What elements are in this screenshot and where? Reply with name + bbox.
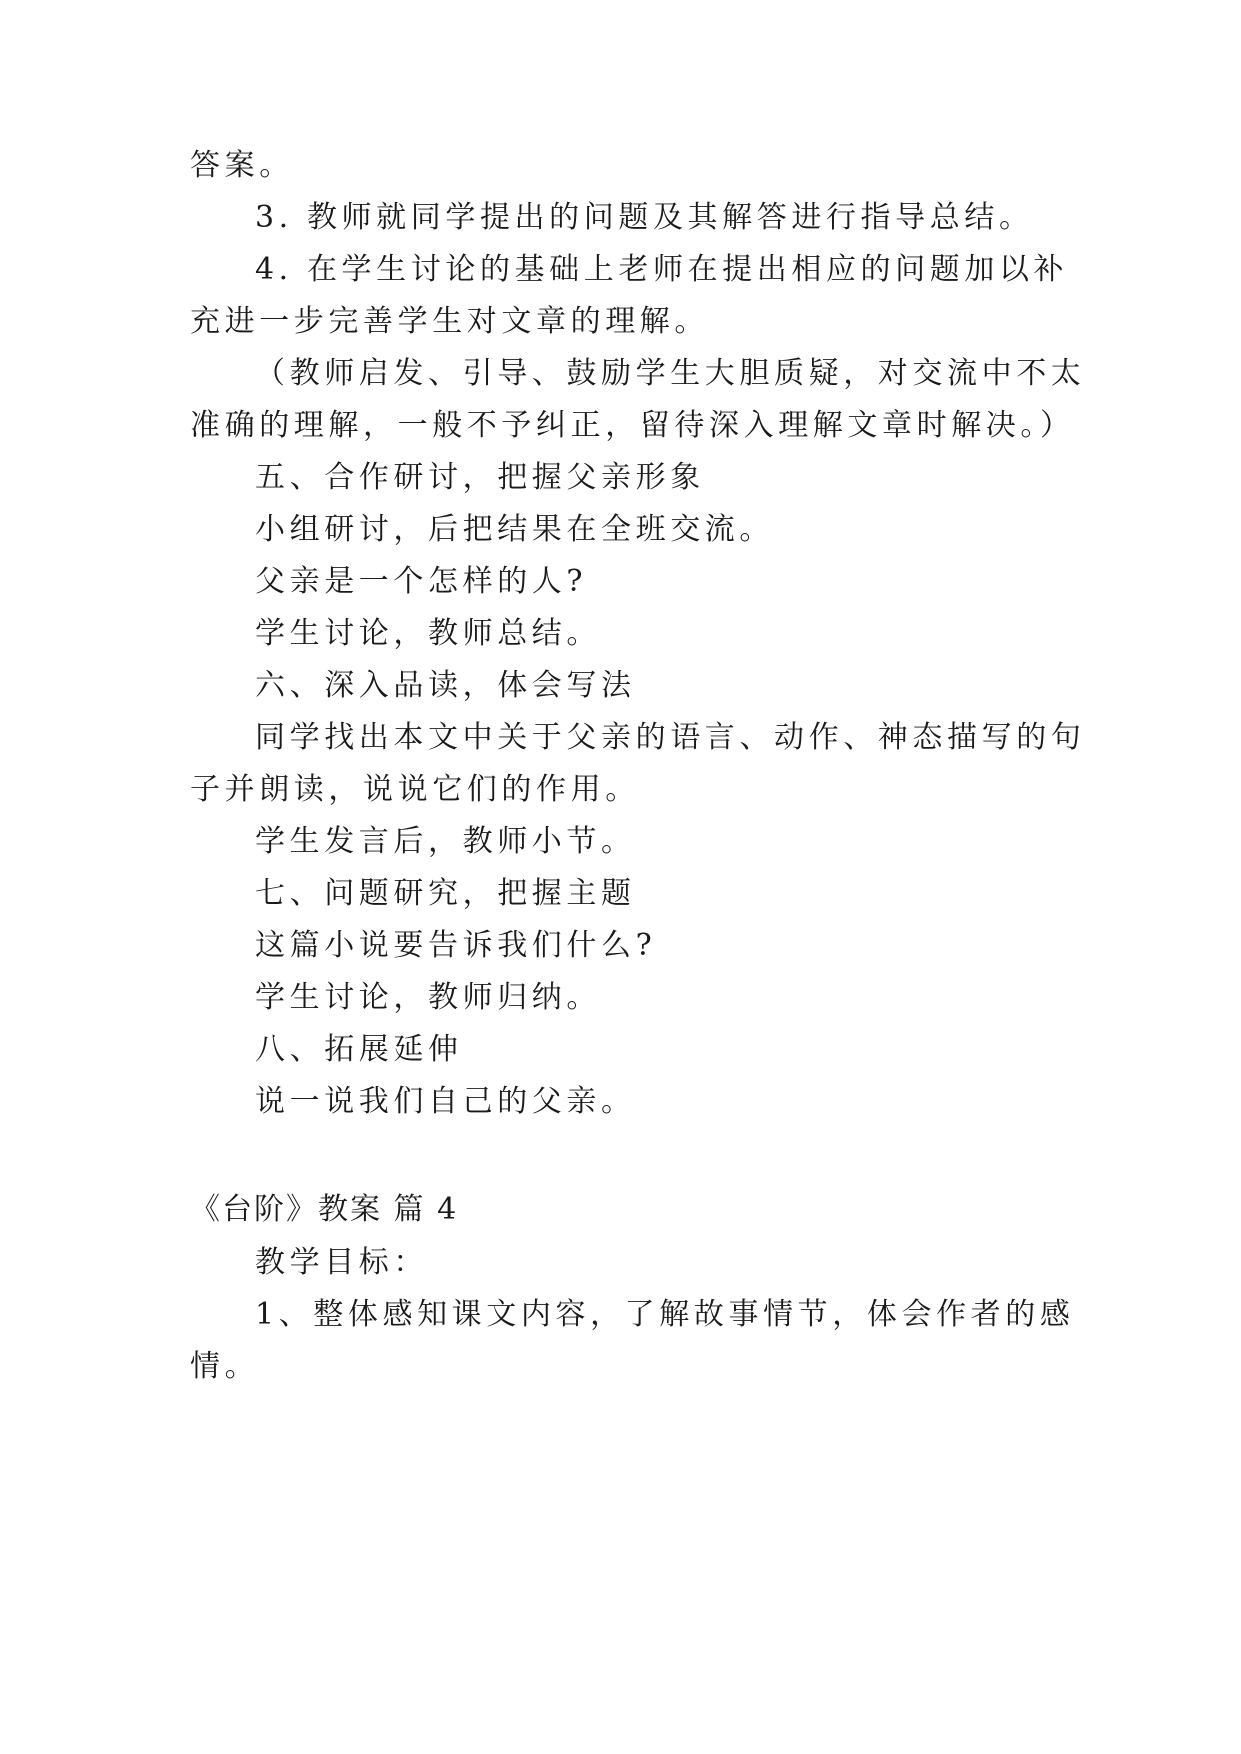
text-line: 学生讨论，教师总结。 bbox=[255, 616, 601, 651]
text-line: 学生讨论，教师归纳。 bbox=[255, 980, 601, 1015]
text-line: （教师启发、引导、鼓励学生大胆质疑，对交流中不太 bbox=[255, 356, 1086, 391]
text-line: 4. 在学生讨论的基础上老师在提出相应的问题加以补 bbox=[255, 252, 1069, 287]
text-line: 同学找出本文中关于父亲的语言、动作、神态描写的句 bbox=[255, 720, 1086, 755]
text-line: 学生发言后，教师小节。 bbox=[255, 824, 636, 859]
section-heading: 七、问题研究，把握主题 bbox=[255, 876, 636, 911]
section-heading: 六、深入品读，体会写法 bbox=[255, 668, 636, 703]
text-line: 教学目标： bbox=[255, 1245, 428, 1280]
text-line: 子并朗读，说说它们的作用。 bbox=[190, 772, 640, 807]
section-heading: 八、拓展延伸 bbox=[255, 1032, 463, 1067]
text-line: 答案。 bbox=[190, 148, 294, 183]
text-line: 小组研讨，后把结果在全班交流。 bbox=[255, 512, 774, 547]
text-line: 这篇小说要告诉我们什么? bbox=[255, 928, 657, 963]
text-line: 3. 教师就同学提出的问题及其解答进行指导总结。 bbox=[255, 200, 1034, 235]
article-title: 《台阶》教案 篇 4 bbox=[190, 1192, 459, 1227]
section-heading: 五、合作研讨，把握父亲形象 bbox=[255, 460, 705, 495]
text-line: 1、整体感知课文内容，了解故事情节，体会作者的感 bbox=[255, 1297, 1075, 1332]
text-line: 情。 bbox=[190, 1349, 260, 1384]
text-line: 准确的理解，一般不予纠正，留待深入理解文章时解决。） bbox=[190, 408, 1075, 443]
text-line: 说一说我们自己的父亲。 bbox=[255, 1084, 636, 1119]
text-line: 充进一步完善学生对文章的理解。 bbox=[190, 304, 709, 339]
text-line: 父亲是一个怎样的人? bbox=[255, 564, 588, 599]
